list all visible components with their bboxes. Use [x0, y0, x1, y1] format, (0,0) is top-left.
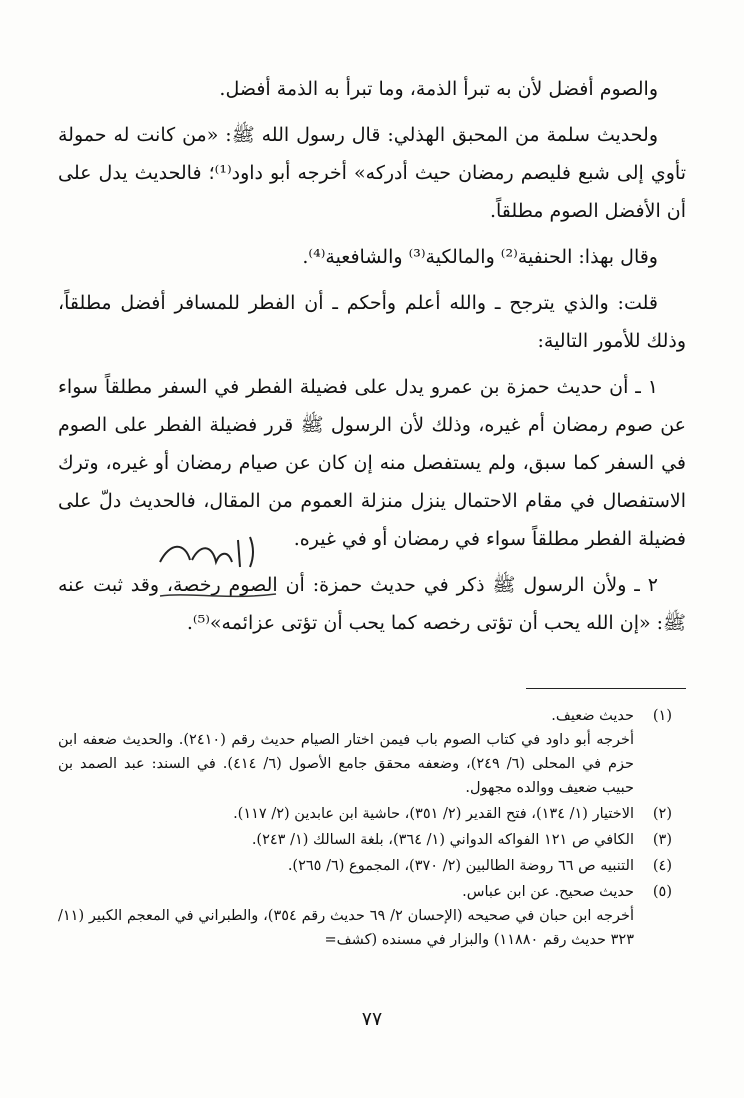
paragraph-1: والصوم أفضل لأن به تبرأ الذمة، وما تبرأ به الذمة أفضل.: [219, 78, 658, 100]
footnote-line: حديث ضعيف.: [551, 708, 634, 724]
footnote-2: [58, 802, 686, 826]
page-number: ٧٧: [361, 1008, 383, 1030]
footnote-text: [58, 854, 634, 878]
footnote-text: [58, 802, 634, 826]
paragraph-6: ٢ ـ ولأن الرسول ﷺ ذكر في حديث حمزة: أن الصوم رخصة، وقد ثبت عنه ﷺ: «إن الله يحب أن تؤتى رخصه كما يحب أن تؤتى عزائمه»⁽⁵⁾.: [58, 574, 686, 634]
handwritten-note: [150, 522, 270, 582]
footnote-3: [58, 828, 686, 852]
footnote-number: (٤): [652, 858, 672, 874]
footnote-line: التنبيه ص ٦٦ روضة الطالبين (٢/ ٣٧٠)، المجموع (٦/ ٢٦٥).: [287, 858, 634, 874]
footnote-5: [58, 880, 686, 952]
paragraph-5: ١ ـ أن حديث حمزة بن عمرو يدل على فضيلة الفطر في السفر مطلقاً سواء عن صوم رمضان أم غيره، وذلك لأن الرسول ﷺ قرر فضيلة الفطر على الصوم في السفر كما سبق، ولم يستفصل منه إن كان عن صيام رمضان أو غيره، وترك الاستفصال في مقام الاحتمال ينزل منزلة العموم من المقال، فالحديث دلّ على فضيلة الفطر مطلقاً سواء في رمضان أو في غيره.: [58, 376, 686, 550]
footnote-number: (١): [652, 708, 672, 724]
footnote-number: (٥): [652, 884, 672, 900]
footnote-number: (٣): [652, 832, 672, 848]
paragraph-4: قلت: والذي يترجح ـ والله أعلم وأحكم ـ أن الفطر للمسافر أفضل مطلقاً، وذلك للأمور التالية:: [58, 292, 686, 352]
footnote-text: [58, 704, 634, 800]
paragraph-2: ولحديث سلمة من المحبق الهذلي: قال رسول الله ﷺ: «من كانت له حمولة تأوي إلى شبع فليصم رمضان حيث أدركه» أخرجه أبو داود⁽¹⁾؛ فالحديث يدل على أن الأفضل الصوم مطلقاً.: [58, 124, 686, 222]
pen-underline: [158, 586, 278, 606]
footnote-line: الاختيار (١/ ١٣٤)، فتح القدير (٢/ ٣٥١)، حاشية ابن عابدين (٢/ ١١٧).: [233, 806, 634, 822]
paragraph-3: وقال بهذا: الحنفية⁽²⁾ والمالكية⁽³⁾ والشافعية⁽⁴⁾.: [302, 246, 658, 268]
footnote-text: [58, 880, 634, 952]
footnote-line: حديث صحيح. عن ابن عباس.: [462, 884, 634, 900]
footnote-line: أخرجه ابن حبان في صحيحه (الإحسان ٢/ ٦٩ حديث رقم ٣٥٤)، والطبراني في المعجم الكبير (١١/ ٣٢٣ حديث رقم ١١٨٨٠) والبزار في مسنده (كشف=: [58, 908, 635, 948]
footnote-separator: [526, 688, 686, 689]
footnote-number: (٢): [652, 806, 672, 822]
footnote-4: [58, 854, 686, 878]
footnote-line: الكافي ص ١٢١ الفواكه الدواني (١/ ٣٦٤)، بلغة السالك (١/ ٢٤٣).: [251, 832, 634, 848]
footnote-1: [58, 704, 686, 800]
footnotes: [58, 704, 686, 954]
footnote-line: أخرجه أبو داود في كتاب الصوم باب فيمن اختار الصيام حديث رقم (٢٤١٠). والحديث ضعفه ابن حزم في المحلى (٦/ ٢٤٩)، وضعفه محقق جامع الأصول (٦/ ٤١٤). في السند: عبد الصمد بن حبيب ضعيف ووالده مجهول.: [58, 732, 634, 796]
footnote-text: [58, 828, 634, 852]
